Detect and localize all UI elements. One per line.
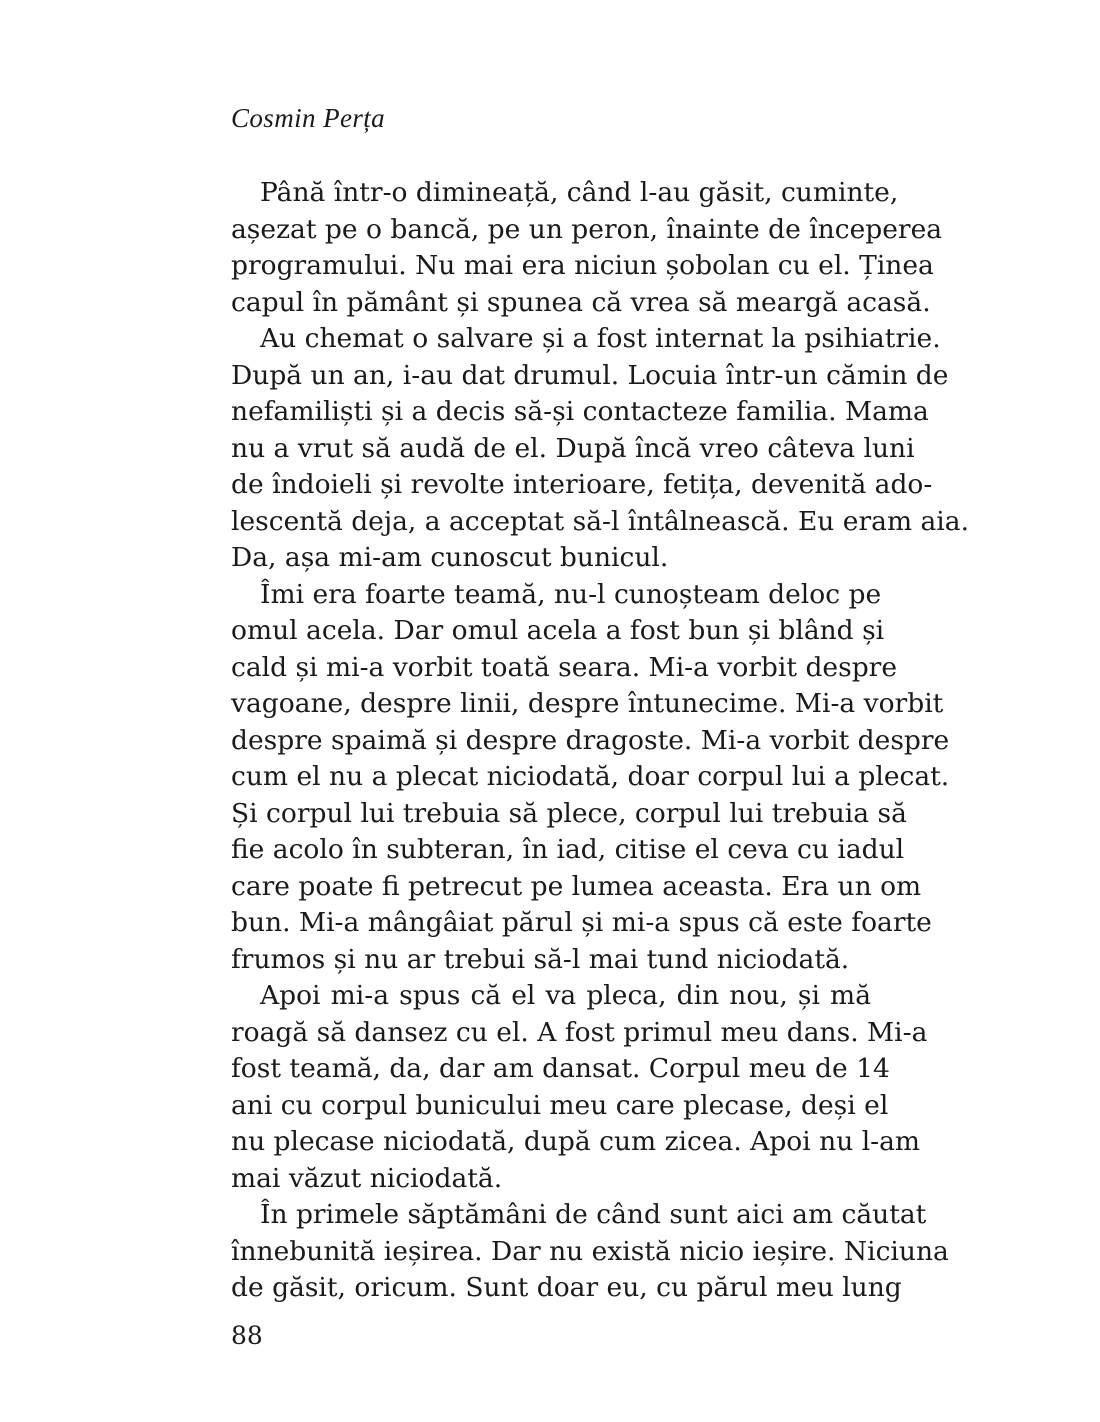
text-line: fost teamă, da, dar am dansat. Corpul meu de 14 <box>231 1053 890 1084</box>
text-line: lescentă deja, a acceptat să-l întâlnească. Eu eram aia. <box>231 505 969 537</box>
text-line: nefamiliști și a decis să-și contacteze familia. Mama <box>231 396 929 427</box>
text-line: programului. Nu mai era niciun șobolan cu el. Ținea <box>231 250 934 281</box>
text-line: care poate fi petrecut pe lumea aceasta. Era un om <box>231 870 922 902</box>
text-line: Da, așa mi-am cunoscut bunicul. <box>231 542 669 573</box>
page-number: 88 <box>231 1321 263 1350</box>
text-line: de găsit, oricum. Sunt doar eu, cu părul meu lung <box>231 1272 902 1303</box>
text-line: Au chemat o salvare și a fost internat la psihiatrie. <box>260 323 941 354</box>
text-line: mai văzut niciodată. <box>231 1162 503 1194</box>
text-line: După un an, i-au dat drumul. Locuia într-un cămin de <box>231 359 949 391</box>
text-line: omul acela. Dar omul acela a fost bun și blând și <box>231 615 885 646</box>
text-line: de îndoieli și revolte interioare, fetița, devenită ado- <box>231 469 933 500</box>
text-line: vagoane, despre linii, despre întunecime. Mi-a vorbit <box>231 688 944 719</box>
text-line: Apoi mi-a spus că el va pleca, din nou, și mă <box>260 980 871 1011</box>
text-line: nu a vrut să audă de el. După încă vreo câteva luni <box>231 432 915 464</box>
text-line: Îmi era foarte teamă, nu-l cunoșteam deloc pe <box>260 578 882 610</box>
text-line: cald și mi-a vorbit toată seara. Mi-a vorbit despre <box>231 651 898 683</box>
text-line: Până într-o dimineață, când l-au găsit, cuminte, <box>260 177 899 208</box>
text-line: cum el nu a plecat niciodată, doar corpul lui a plecat. <box>231 761 950 792</box>
text-line: fie acolo în subteran, în iad, citise el ceva cu iadul <box>231 834 905 865</box>
text-line: ani cu corpul bunicului meu care plecase, deși el <box>231 1089 889 1121</box>
running-head-author: Cosmin Perța <box>231 103 386 133</box>
text-line: frumos și nu ar trebui să-l mai tund niciodată. <box>231 943 850 975</box>
body-text <box>231 175 969 1307</box>
text-line: despre spaimă și despre dragoste. Mi-a vorbit despre <box>231 724 950 756</box>
text-line: așezat pe o bancă, pe un peron, înainte de începerea <box>231 213 943 245</box>
text-line: În primele săptămâni de când sunt aici am căutat <box>260 1199 927 1230</box>
text-line: nu plecase niciodată, după cum zicea. Apoi nu l-am <box>231 1126 921 1157</box>
text-line: Și corpul lui trebuia să plece, corpul lui trebuia să <box>231 797 907 829</box>
text-line: roagă să dansez cu el. A fost primul meu dans. Mi-a <box>231 1016 928 1048</box>
text-line: capul în pământ și spunea că vrea să meargă acasă. <box>231 286 931 318</box>
text-line: bun. Mi-a mângâiat părul și mi-a spus că este foarte <box>231 907 932 938</box>
text-line: înnebunită ieșirea. Dar nu există nicio ieșire. Niciuna <box>231 1235 949 1267</box>
